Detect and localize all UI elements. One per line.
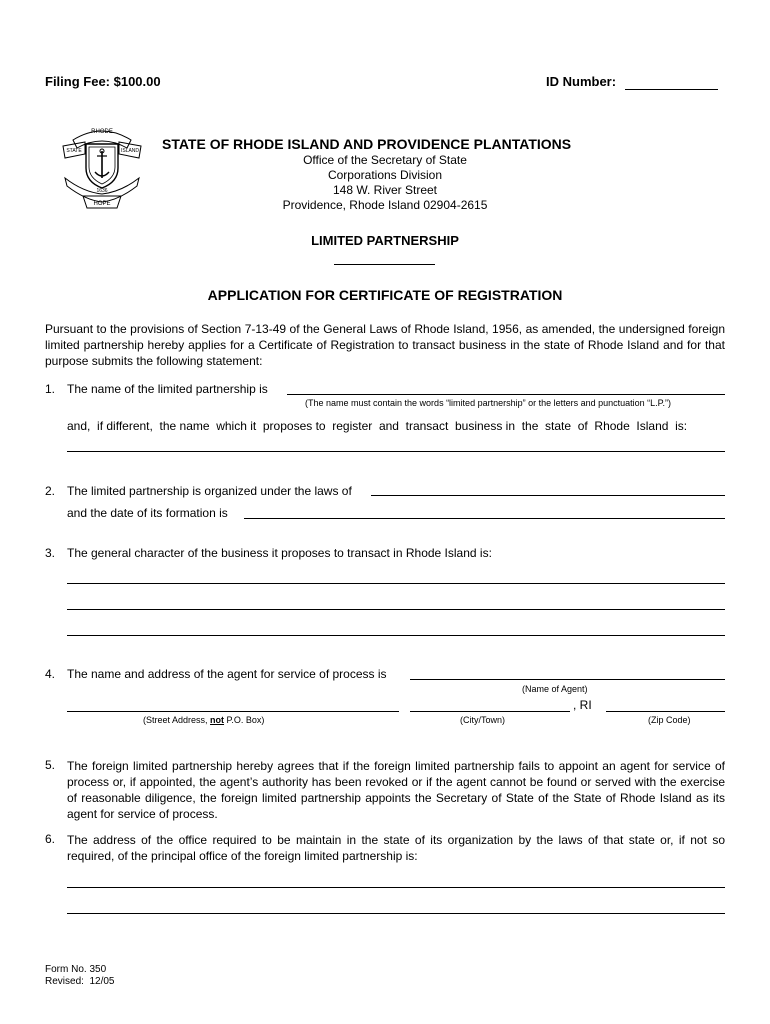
business-character-input-2[interactable] — [67, 595, 725, 609]
form-revised: Revised: 12/05 — [45, 976, 115, 987]
item-1-line — [287, 394, 725, 395]
street-caption-pre: (Street Address, — [143, 715, 211, 725]
business-character-input-3[interactable] — [67, 621, 725, 635]
item-1-number: 1. — [45, 382, 56, 396]
city-input[interactable] — [410, 697, 570, 711]
filing-fee: Filing Fee: $100.00 — [45, 74, 161, 89]
item-6-line-1 — [67, 887, 725, 888]
item-6-number: 6. — [45, 832, 56, 846]
id-number-label: ID Number: — [546, 74, 617, 89]
agency-line-3: 148 W. River Street — [332, 183, 438, 197]
item-3-number: 3. — [45, 546, 56, 560]
item-1-alt-line — [67, 451, 725, 452]
item-4-number: 4. — [45, 667, 56, 681]
agency-line-1: Office of the Secretary of State — [303, 153, 467, 167]
item-2-label: The limited partnership is organized under the laws of — [67, 484, 352, 498]
agency-title: STATE OF RHODE ISLAND AND PROVIDENCE PLANTATIONS — [162, 136, 572, 152]
zip-line — [606, 711, 725, 712]
principal-office-input-1[interactable] — [67, 873, 725, 887]
city-caption: (City/Town) — [460, 715, 506, 725]
item-2-line — [371, 495, 725, 496]
item-2-number: 2. — [45, 484, 56, 498]
intro-paragraph: Pursuant to the provisions of Section 7-13-49 of the General Laws of Rhode Island, 1956, as amended, the undersigned foreign limited partnership hereby applies for a Certificate of Registration to transact business in the state of Rhode Island and for that purpose submits the following statement: — [45, 322, 725, 368]
alt-name-input[interactable] — [67, 437, 725, 451]
seal-text-year: 1636 — [96, 188, 108, 194]
street-caption-not: not — [210, 715, 225, 725]
item-3-line-1 — [67, 583, 725, 584]
agency-line-4: Providence, Rhode Island 02904-2615 — [282, 198, 488, 212]
item-6-line-2 — [67, 913, 725, 914]
formation-date-input[interactable] — [246, 504, 723, 518]
street-address-input[interactable] — [67, 697, 399, 711]
principal-office-input-2[interactable] — [67, 899, 725, 913]
agency-address — [260, 153, 510, 213]
item-3-line-2 — [67, 609, 725, 610]
item-1-alt-label: and, if different, the name which it proposes to register and transact business in the state of Rhode Island is: — [67, 419, 688, 433]
item-3-label: The general character of the business it proposes to transact in Rhode Island is: — [67, 546, 492, 560]
heading-underline — [334, 264, 435, 265]
zip-caption: (Zip Code) — [648, 715, 691, 725]
organized-laws-input[interactable] — [373, 481, 723, 495]
item-4-label: The name and address of the agent for service of process is — [67, 667, 387, 681]
zip-input[interactable] — [606, 697, 725, 711]
item-2-date-line — [244, 518, 725, 519]
id-number-input[interactable] — [627, 74, 717, 88]
entity-type-heading: LIMITED PARTNERSHIP — [311, 233, 459, 248]
form-title: APPLICATION FOR CERTIFICATE OF REGISTRATION — [207, 287, 563, 303]
business-character-input-1[interactable] — [67, 569, 725, 583]
agent-name-input[interactable] — [412, 665, 723, 679]
city-line — [410, 711, 570, 712]
form-number: Form No. 350 — [45, 964, 107, 975]
item-5-text: The foreign limited partnership hereby agrees that if the foreign limited partnership fails to appoint an agent for service of process or, if appointed, the agent’s authority has been revoked or if the agent cannot be found or served with the exercise of reasonable diligence, the foreign limited partnership appoints the Secretary of State of the State of Rhode Island as its agent for service of process. — [67, 759, 725, 821]
item-5-number: 5. — [45, 758, 56, 772]
lp-name-input[interactable] — [289, 380, 723, 394]
item-3-line-3 — [67, 635, 725, 636]
agency-line-2: Corporations Division — [327, 168, 443, 182]
street-caption-post: P.O. Box) — [224, 715, 265, 725]
item-2-label-2: and the date of its formation is — [67, 506, 228, 520]
item-1-note: (The name must contain the words “limited partnership” or the letters and punctuation “L.P.”) — [305, 398, 672, 408]
seal-text-top: RHODE — [91, 129, 113, 135]
street-address-line — [67, 711, 399, 712]
item-6-text: The address of the office required to be maintain in the state of its organization by the laws of that state or, if not so required, of the principal office of the foreign limited partnership is: — [67, 833, 725, 863]
state-seal-icon — [55, 120, 149, 210]
agent-name-caption: (Name of Agent) — [522, 684, 588, 694]
seal-text-bottom: HOPE — [93, 201, 111, 207]
agent-name-line — [410, 679, 725, 680]
street-address-caption — [143, 715, 264, 725]
id-number-line — [625, 89, 718, 90]
item-1-label: The name of the limited partnership is — [67, 382, 268, 396]
seal-text-right: ISLAND — [120, 148, 140, 154]
seal-text-left: STATE — [66, 148, 82, 154]
state-ri-label: , RI — [573, 698, 592, 712]
